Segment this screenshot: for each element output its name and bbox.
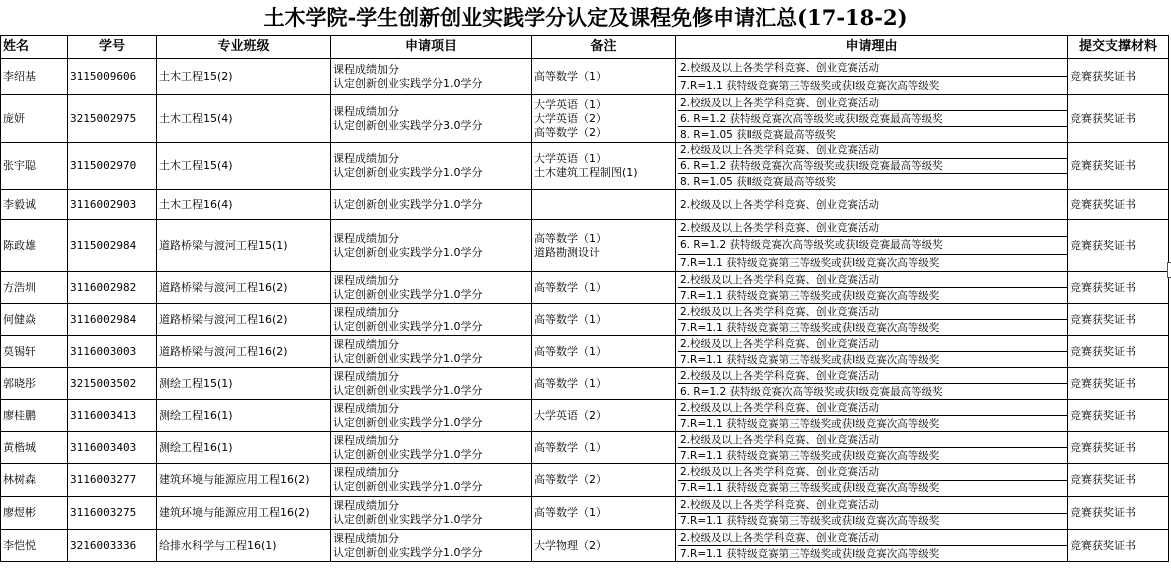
reason-line: 7.R=1.1 获特级竞赛第三等级奖或获Ⅰ级竞赛次高等级奖 <box>680 515 940 528</box>
summary-table <box>0 35 1169 562</box>
cell-note[interactable] <box>532 464 676 497</box>
cell-class[interactable]: 建筑环境与能源应用工程16(2) <box>157 497 331 530</box>
item-line: 认定创新创业实践学分1.0学分 <box>333 319 483 333</box>
reason-box <box>678 59 1067 94</box>
item-line: 课程成绩加分 <box>333 531 399 545</box>
reason-line: 8. R=1.05 获Ⅱ级竞赛最高等级奖 <box>680 128 836 141</box>
item-line: 课程成绩加分 <box>333 369 399 383</box>
reason-line: 6. R=1.2 获特级竞赛次高等级奖或获Ⅰ级竞赛最高等级奖 <box>678 237 1067 254</box>
reason-line: 7.R=1.1 获特级竞赛第三等级奖或获Ⅰ级竞赛次高等级奖 <box>680 289 940 302</box>
cell-id[interactable]: 3116002984 <box>68 304 157 336</box>
cell-name[interactable]: 廖桂鹏 <box>1 400 68 432</box>
cell-reason[interactable] <box>676 464 1068 497</box>
table-row <box>1 143 1169 190</box>
note-line: 高等数学（2） <box>534 473 607 486</box>
cell-material[interactable]: 竞赛获奖证书 <box>1068 530 1169 562</box>
cell-name[interactable]: 廖煜彬 <box>1 497 68 530</box>
note-line: 高等数学（2） <box>534 125 607 139</box>
reason-line: 2.校级及以上各类学科竞赛、创业竞赛活动 <box>678 336 1067 352</box>
cell-reason[interactable] <box>676 190 1068 220</box>
reason-line: 7.R=1.1 获特级竞赛第三等级奖或获Ⅰ级竞赛次高等级奖 <box>680 321 940 334</box>
item-line: 课程成绩加分 <box>333 305 399 319</box>
cell-name[interactable]: 李绍基 <box>1 59 68 95</box>
reason-box <box>678 432 1067 463</box>
cell-class[interactable]: 测绘工程15(1) <box>157 368 331 400</box>
cell-note[interactable] <box>532 336 676 368</box>
reason-line: 2.校级及以上各类学科竞赛、创业竞赛活动 <box>678 530 1067 546</box>
note-line: 土木建筑工程制图(1) <box>534 166 638 179</box>
cell-class[interactable]: 道路桥梁与渡河工程16(2) <box>157 336 331 368</box>
cell-item[interactable] <box>331 368 532 400</box>
cell-class[interactable]: 土木工程15(2) <box>157 59 331 95</box>
cell-class[interactable]: 道路桥梁与渡河工程16(2) <box>157 304 331 336</box>
cell-item[interactable] <box>331 400 532 432</box>
note-line: 大学英语（2） <box>534 408 607 422</box>
cell-note[interactable] <box>532 432 676 464</box>
reason-line: 6. R=1.2 获特级竞赛次高等级奖或获Ⅰ级竞赛最高等级奖 <box>678 111 1067 127</box>
reason-line: 2.校级及以上各类学科竞赛、创业竞赛活动 <box>678 143 1067 159</box>
item-line: 课程成绩加分 <box>333 466 399 479</box>
cell-item[interactable] <box>331 220 532 272</box>
reason-box <box>678 530 1067 561</box>
reason-box <box>678 336 1067 367</box>
cell-reason[interactable] <box>676 497 1068 530</box>
item-line: 认定创新创业实践学分1.0学分 <box>333 415 483 429</box>
note-line: 大学物理（2） <box>534 538 607 552</box>
cell-note[interactable] <box>532 530 676 562</box>
table-row <box>1 368 1169 400</box>
reason-box <box>678 95 1067 142</box>
cell-reason[interactable] <box>676 304 1068 336</box>
cell-note[interactable] <box>532 304 676 336</box>
cell-item[interactable] <box>331 304 532 336</box>
item-line: 认定创新创业实践学分1.0学分 <box>333 166 483 179</box>
cell-class[interactable]: 土木工程15(4) <box>157 95 331 143</box>
cell-item[interactable] <box>331 336 532 368</box>
header-reason[interactable]: 申请理由 <box>676 36 1068 59</box>
header-item[interactable]: 申请项目 <box>331 36 532 59</box>
header-name[interactable]: 姓名 <box>1 36 68 59</box>
item-line: 课程成绩加分 <box>333 433 399 447</box>
item-line: 认定创新创业实践学分1.0学分 <box>333 245 483 259</box>
note-line: 道路勘测设计 <box>534 245 600 259</box>
cell-id[interactable]: 3116003413 <box>68 400 157 432</box>
cell-item[interactable] <box>331 272 532 304</box>
cell-id[interactable]: 3115002970 <box>68 143 157 190</box>
reason-box <box>678 190 1067 219</box>
reason-line: 2.校级及以上各类学科竞赛、创业竞赛活动 <box>678 464 1067 481</box>
cell-id[interactable]: 3116003003 <box>68 336 157 368</box>
cell-item[interactable] <box>331 190 532 220</box>
item-line: 课程成绩加分 <box>333 499 399 512</box>
item-line: 课程成绩加分 <box>333 337 399 351</box>
cell-note[interactable] <box>532 59 676 95</box>
reason-box <box>678 464 1067 496</box>
reason-line: 7.R=1.1 获特级竞赛第三等级奖或获Ⅰ级竞赛次高等级奖 <box>680 79 940 92</box>
cell-name[interactable]: 方浩圳 <box>1 272 68 304</box>
header-class[interactable]: 专业班级 <box>157 36 331 59</box>
item-line: 课程成绩加分 <box>333 401 399 415</box>
cell-id[interactable]: 3116003277 <box>68 464 157 497</box>
reason-line: 2.校级及以上各类学科竞赛、创业竞赛活动 <box>678 272 1067 288</box>
cell-note[interactable] <box>532 368 676 400</box>
cell-reason[interactable] <box>676 272 1068 304</box>
cell-reason[interactable] <box>676 59 1068 95</box>
cell-material[interactable]: 竞赛获奖证书 <box>1068 95 1169 143</box>
cell-note[interactable] <box>532 220 676 272</box>
table-row <box>1 497 1169 530</box>
note-line: 高等数学（1） <box>534 280 607 294</box>
cell-id[interactable]: 3116003275 <box>68 497 157 530</box>
cell-material[interactable]: 竞赛获奖证书 <box>1068 497 1169 530</box>
cell-id[interactable]: 3215003502 <box>68 368 157 400</box>
reason-line: 2.校级及以上各类学科竞赛、创业竞赛活动 <box>680 198 880 211</box>
reason-box <box>678 497 1067 529</box>
cell-item[interactable] <box>331 59 532 95</box>
cell-reason[interactable] <box>676 95 1068 143</box>
table-row <box>1 220 1169 272</box>
cell-material[interactable]: 竞赛获奖证书 <box>1068 143 1169 190</box>
reason-line: 7.R=1.1 获特级竞赛第三等级奖或获Ⅰ级竞赛次高等级奖 <box>680 482 940 495</box>
note-line: 高等数学（1） <box>534 376 607 390</box>
table-row <box>1 336 1169 368</box>
cell-material[interactable]: 竞赛获奖证书 <box>1068 272 1169 304</box>
item-line: 认定创新创业实践学分1.0学分 <box>333 383 483 397</box>
cell-name[interactable]: 庞妍 <box>1 95 68 143</box>
cell-name[interactable]: 陈政雄 <box>1 220 68 272</box>
note-line: 高等数学（1） <box>534 506 607 519</box>
table-row <box>1 304 1169 336</box>
sheet-title: 土木学院-学生创新创业实践学分认定及课程免修申请汇总(17-18-2) <box>263 5 908 30</box>
item-line: 课程成绩加分 <box>333 104 399 118</box>
reason-line: 7.R=1.1 获特级竞赛第三等级奖或获Ⅰ级竞赛次高等级奖 <box>680 417 940 430</box>
reason-line: 7.R=1.1 获特级竞赛第三等级奖或获Ⅰ级竞赛次高等级奖 <box>680 449 940 462</box>
reason-line: 2.校级及以上各类学科竞赛、创业竞赛活动 <box>678 400 1067 416</box>
cell-id[interactable]: 3215002975 <box>68 95 157 143</box>
note-line: 高等数学（1） <box>534 344 607 358</box>
note-line: 高等数学（1） <box>534 69 607 83</box>
reason-line: 8. R=1.05 获Ⅱ级竞赛最高等级奖 <box>680 175 836 188</box>
item-line: 课程成绩加分 <box>333 152 399 165</box>
reason-line: 6. R=1.2 获特级竞赛次高等级奖或获Ⅰ级竞赛最高等级奖 <box>680 385 943 398</box>
cell-reason[interactable] <box>676 530 1068 562</box>
reason-box <box>678 143 1067 189</box>
item-line: 认定创新创业实践学分3.0学分 <box>333 118 483 132</box>
table-row <box>1 59 1169 95</box>
reason-line: 7.R=1.1 获特级竞赛第三等级奖或获Ⅰ级竞赛次高等级奖 <box>680 353 940 366</box>
reason-line: 6. R=1.2 获特级竞赛次高等级奖或获Ⅰ级竞赛最高等级奖 <box>678 159 1067 175</box>
cell-item[interactable] <box>331 432 532 464</box>
cell-note[interactable] <box>532 190 676 220</box>
item-line: 认定创新创业实践学分1.0学分 <box>333 76 483 90</box>
cell-class[interactable]: 土木工程16(4) <box>157 190 331 220</box>
note-line: 大学英语（2） <box>534 111 607 125</box>
item-line: 认定创新创业实践学分1.0学分 <box>333 197 483 211</box>
item-line: 课程成绩加分 <box>333 273 399 287</box>
cell-reason[interactable] <box>676 368 1068 400</box>
reason-box <box>678 304 1067 335</box>
cell-name[interactable]: 李恺悦 <box>1 530 68 562</box>
reason-line: 2.校级及以上各类学科竞赛、创业竞赛活动 <box>678 432 1067 448</box>
cell-id[interactable]: 3116002982 <box>68 272 157 304</box>
cell-class[interactable]: 道路桥梁与渡河工程16(2) <box>157 272 331 304</box>
cell-name[interactable]: 何健焱 <box>1 304 68 336</box>
note-line: 大学英语（1） <box>534 152 607 165</box>
table-row <box>1 530 1169 562</box>
cell-class[interactable]: 测绘工程16(1) <box>157 432 331 464</box>
item-line: 认定创新创业实践学分1.0学分 <box>333 287 483 301</box>
table-row <box>1 190 1169 220</box>
note-line: 高等数学（1） <box>534 231 607 245</box>
cell-reason[interactable] <box>676 220 1068 272</box>
reason-line: 2.校级及以上各类学科竞赛、创业竞赛活动 <box>678 220 1067 237</box>
cell-name[interactable]: 李毅诚 <box>1 190 68 220</box>
item-line: 认定创新创业实践学分1.0学分 <box>333 480 483 493</box>
row-resize-handle[interactable] <box>1167 262 1171 278</box>
cell-class[interactable]: 给排水科学与工程16(1) <box>157 530 331 562</box>
cell-material[interactable]: 竞赛获奖证书 <box>1068 190 1169 220</box>
header-id[interactable]: 学号 <box>68 36 157 59</box>
note-line: 高等数学（1） <box>534 440 607 454</box>
item-line: 认定创新创业实践学分1.0学分 <box>333 545 483 559</box>
note-line: 高等数学（1） <box>534 312 607 326</box>
header-note[interactable]: 备注 <box>532 36 676 59</box>
reason-line: 7.R=1.1 获特级竞赛第三等级奖或获Ⅰ级竞赛次高等级奖 <box>680 547 940 560</box>
cell-reason[interactable] <box>676 432 1068 464</box>
cell-name[interactable]: 张宇聪 <box>1 143 68 190</box>
cell-id[interactable]: 3115002984 <box>68 220 157 272</box>
cell-material[interactable]: 竞赛获奖证书 <box>1068 400 1169 432</box>
cell-material[interactable]: 竞赛获奖证书 <box>1068 368 1169 400</box>
cell-name[interactable]: 黄楷城 <box>1 432 68 464</box>
header-material[interactable]: 提交支撑材料 <box>1068 36 1169 59</box>
cell-class[interactable]: 道路桥梁与渡河工程15(1) <box>157 220 331 272</box>
cell-item[interactable] <box>331 143 532 190</box>
cell-class[interactable]: 测绘工程16(1) <box>157 400 331 432</box>
cell-material[interactable]: 竞赛获奖证书 <box>1068 59 1169 95</box>
cell-reason[interactable] <box>676 400 1068 432</box>
table-row <box>1 432 1169 464</box>
reason-line: 2.校级及以上各类学科竞赛、创业竞赛活动 <box>678 304 1067 320</box>
reason-line: 2.校级及以上各类学科竞赛、创业竞赛活动 <box>678 368 1067 384</box>
table-row <box>1 400 1169 432</box>
table-row <box>1 464 1169 497</box>
item-line: 认定创新创业实践学分1.0学分 <box>333 447 483 461</box>
cell-note[interactable] <box>532 400 676 432</box>
cell-item[interactable] <box>331 464 532 497</box>
cell-id[interactable]: 3116003403 <box>68 432 157 464</box>
cell-id[interactable]: 3116002903 <box>68 190 157 220</box>
cell-name[interactable]: 郭晓彤 <box>1 368 68 400</box>
cell-item[interactable] <box>331 497 532 530</box>
item-line: 认定创新创业实践学分1.0学分 <box>333 513 483 526</box>
cell-note[interactable] <box>532 95 676 143</box>
table-row <box>1 95 1169 143</box>
item-line: 课程成绩加分 <box>333 62 399 76</box>
item-line: 课程成绩加分 <box>333 231 399 245</box>
cell-material[interactable]: 竞赛获奖证书 <box>1068 336 1169 368</box>
reason-box <box>678 220 1067 271</box>
reason-line: 2.校级及以上各类学科竞赛、创业竞赛活动 <box>678 59 1067 77</box>
reason-box <box>678 368 1067 399</box>
cell-material[interactable]: 竞赛获奖证书 <box>1068 432 1169 464</box>
reason-box <box>678 272 1067 303</box>
header-row <box>1 36 1169 59</box>
cell-name[interactable]: 林树森 <box>1 464 68 497</box>
item-line: 认定创新创业实践学分1.0学分 <box>333 351 483 365</box>
cell-note[interactable] <box>532 272 676 304</box>
cell-note[interactable] <box>532 143 676 190</box>
cell-id[interactable]: 3115009606 <box>68 59 157 95</box>
cell-name[interactable]: 莫锡轩 <box>1 336 68 368</box>
cell-reason[interactable] <box>676 336 1068 368</box>
cell-reason[interactable] <box>676 143 1068 190</box>
cell-item[interactable] <box>331 95 532 143</box>
reason-line: 2.校级及以上各类学科竞赛、创业竞赛活动 <box>678 95 1067 111</box>
cell-class[interactable]: 建筑环境与能源应用工程16(2) <box>157 464 331 497</box>
note-line: 大学英语（1） <box>534 97 607 111</box>
reason-line: 7.R=1.1 获特级竞赛第三等级奖或获Ⅰ级竞赛次高等级奖 <box>680 256 940 269</box>
table-row <box>1 272 1169 304</box>
reason-line: 2.校级及以上各类学科竞赛、创业竞赛活动 <box>678 497 1067 514</box>
cell-id[interactable]: 3216003336 <box>68 530 157 562</box>
cell-item[interactable] <box>331 530 532 562</box>
cell-material[interactable]: 竞赛获奖证书 <box>1068 220 1169 272</box>
cell-material[interactable]: 竞赛获奖证书 <box>1068 464 1169 497</box>
cell-material[interactable]: 竞赛获奖证书 <box>1068 304 1169 336</box>
cell-note[interactable] <box>532 497 676 530</box>
reason-box <box>678 400 1067 431</box>
cell-class[interactable]: 土木工程15(4) <box>157 143 331 190</box>
